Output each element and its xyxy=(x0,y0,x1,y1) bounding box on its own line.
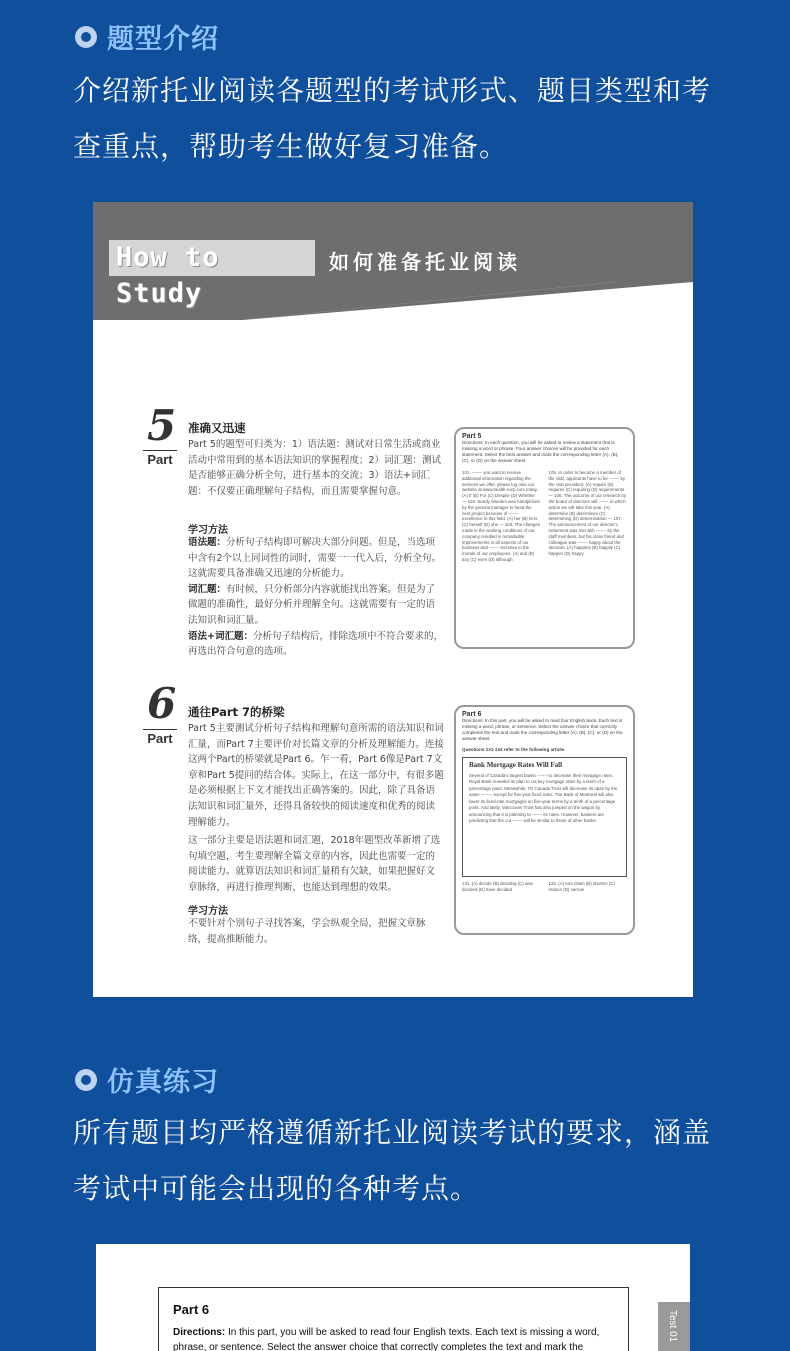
part5-methods xyxy=(188,535,444,660)
directions-text: In this part, you will be asked to read four English texts. Each text is missing a word, phrase, or sentence. Select the answer choice that correctly completes the text and mark the xyxy=(173,1327,600,1351)
part6-intro: Part 5主要测试分析句子结构和理解句意所需的语法知识和词汇量，而Part 7主要评价对长篇文章的分析及理解能力。连接这两个Part的桥梁就是Part 6。乍一看，Part 6像是Part 7文章和Part 5提问的结合体。实际上，在这一部分中，有很多题是必须根据上下文才能找出正确答案的。因此，除了具备语法知识和词汇量外，还得具备较快的阅读速度和优秀的阅读理解能力。 xyxy=(188,723,444,828)
bullet-icon xyxy=(75,1069,97,1091)
mixed-text: 分析句子结构后，排除选项中不符合要求的，再选出符合句意的选项。 xyxy=(188,630,443,658)
thumb5-directions: Directions: In each question, you will be asked to review a statement that is missing a word or phrase. Four answer choices will be provided for each statement. Select the best answer and mark the corresponding letter (A), (B), (C), or (D) on the answer sheet. xyxy=(462,440,619,463)
section-description: 介绍新托业阅读各题型的考试形式、题目类型和考查重点，帮助考生做好复习准备。 xyxy=(73,74,712,163)
part6-method-heading: 学习方法 xyxy=(188,906,228,917)
thumb6-answers-right: 133. (A) turn down (B) shorten (C) reduce (D) narrow xyxy=(548,881,615,892)
part5-intro: Part 5的题型可归类为：1）语法题：测试对日常生活或商业活动中常用到的基本语法知识的掌握程度；2）词汇题：测试是否能够正确分析全句，进行基本的交流；3）语法+词汇题：不仅要正确理解句子结构，而且需要掌握句意。 xyxy=(188,439,442,497)
mixed-label: 语法+词汇题： xyxy=(188,630,253,642)
thumb6-answers-left: 131. (A) decide (B) deciding (C) was decided (D) have decided xyxy=(462,881,533,892)
section-header-practice xyxy=(75,1060,219,1099)
book-page-preview xyxy=(93,202,693,997)
practice-directions xyxy=(173,1325,615,1351)
part6-title: 通往Part 7的桥梁 xyxy=(188,705,285,719)
thumb6-part: Part 6 xyxy=(462,711,482,718)
section-title: 题型介绍 xyxy=(107,24,219,55)
grammar-text: 分析句子结构即可解决大部分问题。但是，当选项中含有2个以上同词性的词时，需要一一代入后，分析全句。这就需要具备准确又迅速的分析能力。 xyxy=(188,537,442,580)
thumb6-article xyxy=(462,757,627,877)
vocab-text: 有时候，只分析部分内容就能找出答案。但是为了做题的准确性，最好分析并理解全句。这就需要有一定的语法知识和词汇量。 xyxy=(188,583,436,626)
how-to-study-title: How to Study xyxy=(109,240,315,276)
grammar-label: 语法题： xyxy=(188,537,227,548)
thumb6-questions: Questions 131-134 refer to the following article. xyxy=(462,747,566,752)
directions-label: Directions: xyxy=(173,1327,226,1338)
vocab-label: 词汇题： xyxy=(188,583,227,595)
section-description: 所有题目均严格遵循新托业阅读考试的要求，涵盖考试中可能会出现的各种考点。 xyxy=(73,1116,712,1205)
part6-text2: 这一部分主要是语法题和词汇题，2018年题型改革新增了选句填空题，考生要理解全篇文章的内容，因此也需要一定的阅读能力。就算语法知识和词汇量稍有欠缺，如果把握好文章脉络，再进行推理判断，也能达到理想的效果。 xyxy=(188,835,441,893)
part5-title: 准确又迅速 xyxy=(188,421,246,435)
practice-part-title: Part 6 xyxy=(173,1302,210,1317)
test-tab-label: Test 01 xyxy=(667,1310,678,1343)
bullet-icon xyxy=(75,26,97,48)
part5-sample-thumbnail xyxy=(454,427,635,649)
thumb6-directions: Directions: In this part, you will be asked to read four English texts. Each text is missing a word, phrase, or sentence. Select the answer choice that correctly completes the text and mark the corresponding letter (A), (B), (C), or (D) on the answer sheet. xyxy=(462,718,623,741)
thumb6-article-title: Bank Mortgage Rates Will Fall xyxy=(469,761,563,769)
part6-method: 不要针对个别句子寻找答案，学会纵观全局，把握文章脉络，提高推断能力。 xyxy=(188,918,426,945)
thumb6-article-text: Several of Canada's largest banks ------- to decrease their mortgage rates. Royal Bank revealed its plan to cut key mortgage rates by a tenth of a percentage point. Meanwhile, TD Canada Trust will decrease its rates by the same -------, except for five-year fixed rates. The Bank of Montreal will also lower its fixed-rate mortgages on five-year terms by a tenth of a percentage point. And lastly, Vancouver Trust has also jumped on the wagon by announcing that it is planning to ------- its rates. However, bankers are predicting that the cut ------- will be similar to those of other banks. xyxy=(469,772,618,823)
part5-method-heading: 学习方法 xyxy=(188,525,228,536)
part6-label: Part xyxy=(143,729,177,746)
section-header-intro xyxy=(75,17,219,56)
thumb5-part: Part 5 xyxy=(462,433,482,440)
practice-page-preview xyxy=(96,1244,690,1351)
part6-sample-thumbnail xyxy=(454,705,635,935)
part5-label: Part xyxy=(143,450,177,467)
thumb5-left-questions: 101. ------- you want to receive additional information regarding the services we offer, please log onto our website at www.health-corp.com today. (A) If (B) For (C) Despite (D) Whether — 102. Sandy Sweden was handpicked by the general manager to head the next project because of ------- excellence in this field. (A) her (B) hers (C) herself (D) she — 103. The changes made in the working conditions of our company resulted in remarkable improvements in all aspects of our business and ------- increase in the morale of our employees. (A) and (B) any (C) even (D) although xyxy=(462,470,541,562)
part6-number: 6 xyxy=(147,679,177,728)
thumb5-right-questions: 105. In order to become a member of the club, applicants have to be ------- by the club president. (A) require (B) requires (C) requiring (D) requirements — 106. The outcome of our research by the board of directors will ------- in which action we will take this year. (A) determine (B) determines (C) determining (D) determination — 107. The announcement of our director's retirement was met with ------- by the staff members, but his close friend and colleague was ------- happy about the decision. (A) happiest (B) happily (C) happier (D) happy xyxy=(548,470,627,557)
test-tab xyxy=(658,1302,690,1351)
section-title: 仿真练习 xyxy=(107,1067,219,1098)
banner-chinese-title: 如何准备托业阅读 xyxy=(329,250,521,274)
part5-number: 5 xyxy=(147,401,177,450)
